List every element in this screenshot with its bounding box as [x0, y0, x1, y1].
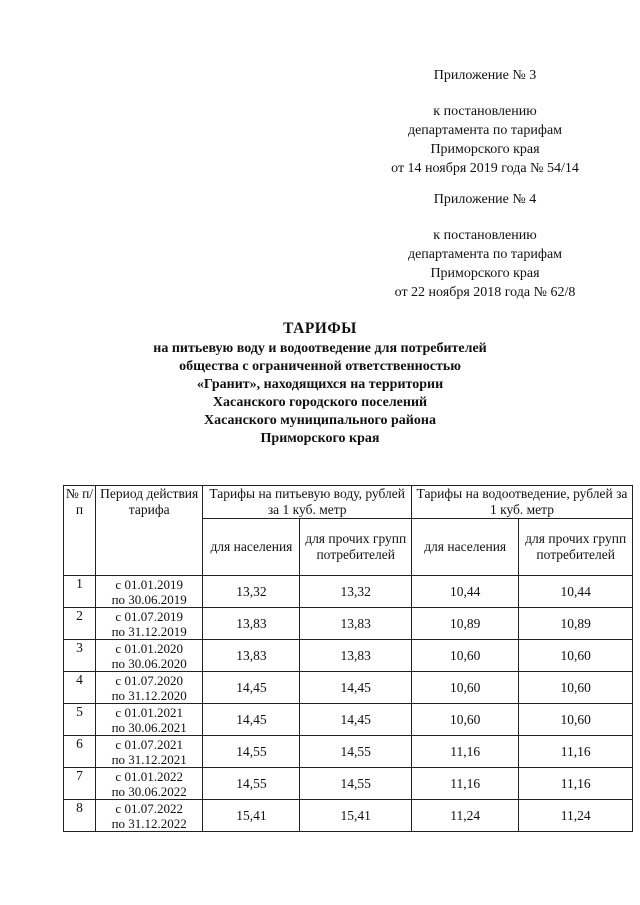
period-to: по 31.12.2022	[111, 815, 187, 831]
water-population-value: 13,83	[203, 640, 300, 672]
period-to: по 30.06.2020	[111, 655, 187, 671]
sewer-population-value: 11,16	[411, 736, 518, 768]
table-row	[64, 576, 633, 608]
heading-line: «Гранит», находящихся на территории	[196, 377, 444, 392]
water-population-value: 14,55	[203, 736, 300, 768]
row-number: 7	[64, 768, 96, 800]
water-population-value: 13,83	[203, 608, 300, 640]
header-water-other: для прочих групп потребителей	[300, 519, 412, 576]
heading-line: Приморского края	[260, 431, 380, 446]
annex-4-block	[370, 190, 600, 302]
sewer-population-value: 11,16	[411, 768, 518, 800]
period-from: с 01.07.2019	[115, 608, 183, 624]
tariffs-table	[63, 485, 633, 832]
sewer-population-value: 10,60	[411, 704, 518, 736]
period-to: по 30.06.2022	[111, 783, 187, 799]
sewer-other-value: 11,16	[519, 768, 633, 800]
period-cell	[96, 640, 203, 672]
period-to: по 31.12.2019	[111, 623, 187, 639]
heading-line: общества с ограниченной ответственностью	[179, 359, 461, 374]
period-from: с 01.07.2021	[115, 736, 183, 752]
water-other-value: 14,55	[300, 736, 412, 768]
sewer-population-value: 10,60	[411, 672, 518, 704]
header-sewer-population: для населения	[411, 519, 518, 576]
annex-3-line: Приморского края	[430, 142, 540, 157]
sewer-other-value: 10,44	[519, 576, 633, 608]
period-to: по 30.06.2019	[111, 591, 187, 607]
table-row	[64, 672, 633, 704]
annex-3-line: к постановлению	[433, 104, 537, 119]
annex-4-line: к постановлению	[433, 228, 537, 243]
row-number: 1	[64, 576, 96, 608]
table-row	[64, 704, 633, 736]
header-water-population: для населения	[203, 519, 300, 576]
row-number: 3	[64, 640, 96, 672]
period-to: по 30.06.2021	[111, 719, 187, 735]
period-from: с 01.01.2019	[115, 576, 183, 592]
period-from: с 01.01.2022	[115, 768, 183, 784]
sewer-other-value: 10,60	[519, 704, 633, 736]
sewer-other-value: 11,16	[519, 736, 633, 768]
header-period: Период действия тарифа	[96, 486, 203, 576]
period-from: с 01.07.2020	[115, 672, 183, 688]
period-from: с 01.07.2022	[115, 800, 183, 816]
water-population-value: 14,55	[203, 768, 300, 800]
annex-4-line: от 22 ноября 2018 года № 62/8	[394, 285, 576, 300]
period-cell	[96, 672, 203, 704]
period-cell	[96, 768, 203, 800]
water-other-value: 15,41	[300, 800, 412, 832]
period-cell	[96, 736, 203, 768]
table-row	[64, 640, 633, 672]
header-water: Тарифы на питьевую воду, рублей за 1 куб. метр	[203, 486, 412, 519]
sewer-population-value: 10,44	[411, 576, 518, 608]
row-number: 2	[64, 608, 96, 640]
water-other-value: 14,45	[300, 704, 412, 736]
sewer-population-value: 10,89	[411, 608, 518, 640]
period-cell	[96, 704, 203, 736]
annex-3-title: Приложение № 3	[433, 68, 537, 83]
heading-line: Хасанского муниципального района	[204, 413, 436, 428]
header-sewer: Тарифы на водоотведение, рублей за 1 куб. метр	[411, 486, 632, 519]
table-row	[64, 768, 633, 800]
annex-4-title: Приложение № 4	[433, 192, 537, 207]
row-number: 8	[64, 800, 96, 832]
period-from: с 01.01.2021	[115, 704, 183, 720]
water-other-value: 14,55	[300, 768, 412, 800]
sewer-other-value: 10,60	[519, 640, 633, 672]
water-other-value: 13,83	[300, 608, 412, 640]
sewer-population-value: 11,24	[411, 800, 518, 832]
water-population-value: 13,32	[203, 576, 300, 608]
document-title: ТАРИФЫ	[283, 320, 357, 337]
sewer-other-value: 10,89	[519, 608, 633, 640]
heading-line: Хасанского городского поселений	[212, 395, 428, 410]
water-population-value: 14,45	[203, 704, 300, 736]
row-number: 5	[64, 704, 96, 736]
row-number: 4	[64, 672, 96, 704]
table-row	[64, 736, 633, 768]
period-cell	[96, 800, 203, 832]
row-number: 6	[64, 736, 96, 768]
heading-line: на питьевую воду и водоотведение для потребителей	[153, 341, 487, 356]
header-num: № п/п	[64, 486, 96, 576]
period-cell	[96, 608, 203, 640]
annex-4-line: департамента по тарифам	[407, 247, 563, 262]
annex-3-line: от 14 ноября 2019 года № 54/14	[391, 161, 579, 176]
water-other-value: 13,32	[300, 576, 412, 608]
water-other-value: 14,45	[300, 672, 412, 704]
annex-3-line: департамента по тарифам	[407, 123, 563, 138]
sewer-population-value: 10,60	[411, 640, 518, 672]
sewer-other-value: 11,24	[519, 800, 633, 832]
water-population-value: 14,45	[203, 672, 300, 704]
table-row	[64, 800, 633, 832]
annex-4-line: Приморского края	[430, 266, 540, 281]
annex-3-block	[370, 66, 600, 178]
period-cell	[96, 576, 203, 608]
period-to: по 31.12.2021	[111, 751, 187, 767]
sewer-other-value: 10,60	[519, 672, 633, 704]
period-to: по 31.12.2020	[111, 687, 187, 703]
header-sewer-other: для прочих групп потребителей	[519, 519, 633, 576]
water-other-value: 13,83	[300, 640, 412, 672]
table-row	[64, 608, 633, 640]
period-from: с 01.01.2020	[115, 640, 183, 656]
water-population-value: 15,41	[203, 800, 300, 832]
document-heading	[100, 318, 540, 448]
